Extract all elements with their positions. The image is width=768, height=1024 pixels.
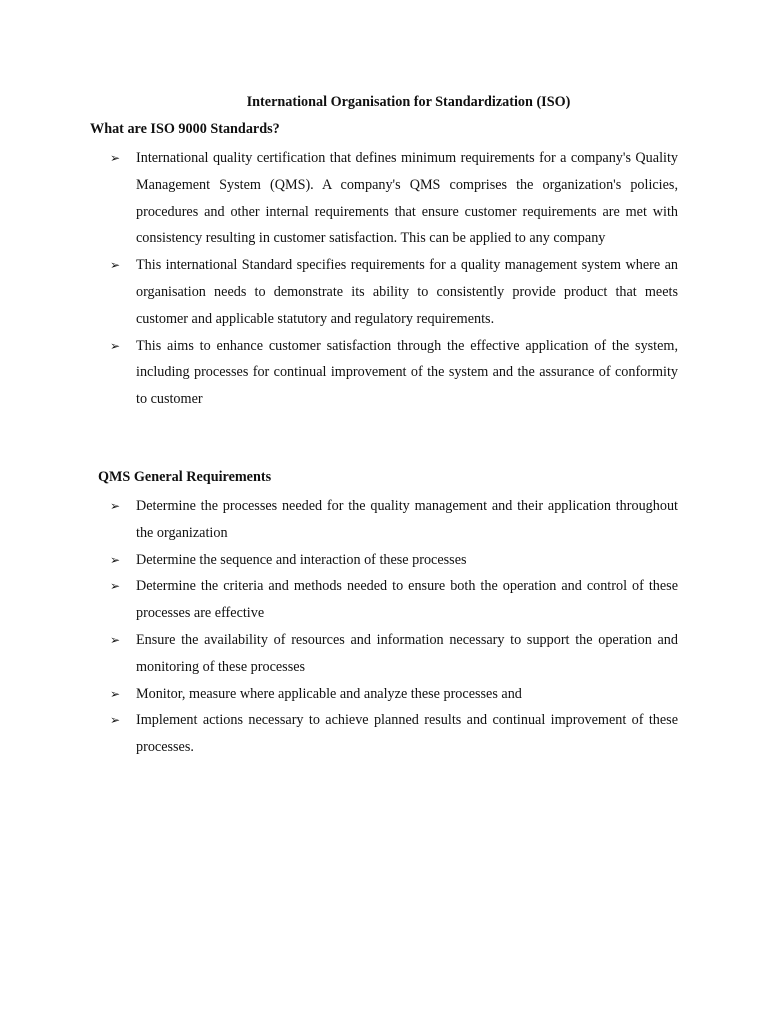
list-item-text: Determine the criteria and methods needed to ensure both the operation and control of these processes are effective [136,578,678,622]
list-item-text: Implement actions necessary to achieve planned results and continual improvement of these processes. [136,712,678,756]
list-item-text: Monitor, measure where applicable and analyze these processes and [136,685,522,702]
list-item [110,333,678,413]
arrow-bullet-icon: ➢ [110,632,121,647]
document-title: International Organisation for Standardization (ISO) [246,94,571,110]
list-item [110,681,678,708]
list-item [110,252,678,332]
list-item [110,493,678,547]
list-item [110,627,678,681]
arrow-bullet-icon: ➢ [110,686,121,701]
arrow-bullet-icon: ➢ [110,338,121,353]
arrow-bullet-icon: ➢ [110,499,121,513]
iso-bullet-list [110,145,678,413]
arrow-bullet-icon: ➢ [110,258,121,273]
list-item [110,547,678,574]
qms-section-heading: QMS General Requirements [98,469,272,485]
list-item [110,145,678,252]
list-item-text: This aims to enhance customer satisfaction through the effective application of the system, including processes for continual improvement of the system and the assurance of conformity to customer [136,337,678,408]
list-item-text: Determine the sequence and interaction of these processes [136,551,467,568]
list-item-text: Determine the processes needed for the quality management and their application throughout the organization [136,498,678,541]
qms-bullet-list [110,493,678,761]
arrow-bullet-icon: ➢ [110,552,121,567]
list-item [110,573,678,627]
list-item-text: International quality certification that defines minimum requirements for a company's Quality Management System (QMS). A company's QMS comprises the organization's policies, procedures and other internal requirements that ensure customer requirements are met with consistency resulting in customer satisfaction. This can be applied to any company [136,150,678,247]
list-item-text: Ensure the availability of resources and information necessary to support the operation and monitoring of these processes [136,631,678,675]
arrow-bullet-icon: ➢ [110,579,121,594]
arrow-bullet-icon: ➢ [110,713,121,728]
list-item-text: This international Standard specifies requirements for a quality management system where an organisation needs to demonstrate its ability to consistently provide product that meets customer and applicable statutory and regulatory requirements. [136,257,678,327]
iso-section-heading: What are ISO 9000 Standards? [90,121,280,137]
list-item [110,707,678,761]
arrow-bullet-icon: ➢ [110,151,121,165]
